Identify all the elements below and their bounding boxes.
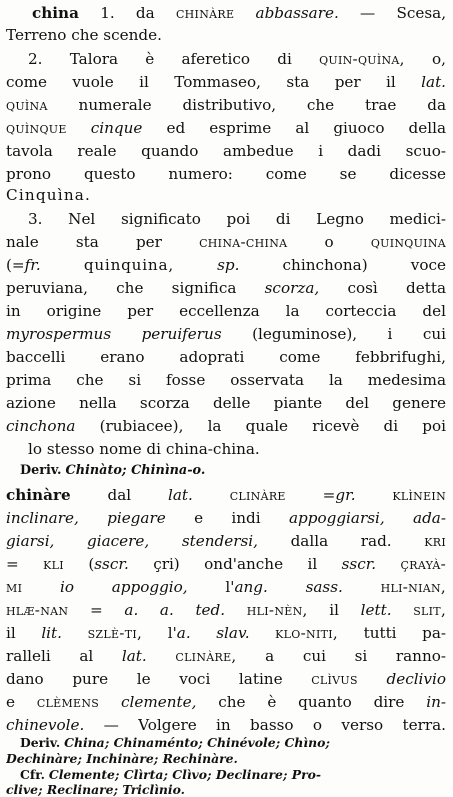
entry-chinare-derivatives-1: Deriv. China; Chinaménto; Chinévole; Chìno; (20, 735, 330, 750)
entry-chinare-line-11: chinevole. — Volgere in basso o verso terra. (6, 716, 446, 734)
entry-chinare-line-10: e clèmens clemente, che è quanto dire in- (6, 693, 446, 711)
entry-china-sense-3-line-1: 3. Nel significato poi di Legno medici- (28, 210, 446, 228)
entry-china-sense-3-line-4: peruviana, che significa scorza, così detta (6, 279, 446, 297)
entry-chinare-cfr-1: Cfr. Clemente; Clìrta; Clìvo; Declinare; Pro- (20, 767, 322, 782)
entry-china-sense-3-line-8: prima che si fosse osservata la medesima (6, 371, 446, 389)
entry-chinare-line-3: giarsi, giacere, stendersi, dalla rad. kri (6, 532, 446, 550)
entry-china-line-1: china 1. da chinàre abbassare. — Scesa, (32, 4, 446, 22)
entry-china-sense-3-line-11: lo stesso nome di china-china. (28, 440, 260, 458)
entry-chinare-line-9: dano pure le voci latine clìvus declivio (6, 670, 446, 688)
entry-china-sense-2-line-6: prono questo numero: come se dicesse (6, 165, 446, 183)
entry-chinare-line-1: chinàre dal lat. clinàre =gr. klìnein (6, 486, 446, 504)
entry-china-derivatives: Deriv. Chinàto; Chinìna-o. (20, 463, 206, 478)
entry-chinare-line-4: = kli (sscr. çri) ond'anche il sscr. çrayà- (6, 555, 446, 573)
entry-china-sense-2-line-1: 2. Talora è aferetico di quin-quìna, o, (28, 50, 446, 68)
entry-chinare-cfr-2: clive; Reclinare; Triclìnio. (6, 782, 185, 797)
entry-china-sense-3-line-7: baccelli erano adoprati come febbrifughi, (6, 348, 446, 366)
entry-china-sense-2-line-2: come vuole il Tommaseo, sta per il lat. (6, 73, 446, 91)
entry-china-sense-3-line-6: myrospermus peruiferus (leguminose), i cui (6, 325, 446, 343)
entry-china-sense-3-line-9: azione nella scorza delle piante del genere (6, 394, 446, 412)
entry-china-sense-2-line-3: quìna numerale distributivo, che trae da (6, 96, 446, 114)
entry-chinare-line-5: mi io appoggio, l'ang. sass. hli-nian, (6, 578, 446, 596)
entry-china-sense-3-line-5: in origine per eccellenza la corteccia del (6, 302, 446, 320)
entry-china-sense-2-line-4: quìnque cinque ed esprime al giuoco della (6, 119, 446, 137)
entry-chinare-line-6: hlæ-nan = a. a. ted. hli-nèn, il lett. slit, (6, 601, 446, 619)
headword-china: china (32, 4, 79, 22)
entry-china-sense-2-line-7: Cinquìna. (6, 186, 92, 204)
entry-chinare-line-8: ralleli al lat. clinàre, a cui si ranno- (6, 647, 446, 665)
entry-chinare-derivatives-2: Dechinàre; Inchinàre; Rechinàre. (6, 751, 238, 766)
entry-china-sense-3-line-10: cinchona (rubiacee), la quale ricevè di poi (6, 417, 446, 435)
entry-chinare-line-2: inclinare, piegare e indi appoggiarsi, ada- (6, 509, 446, 527)
entry-china-sense-3-line-2: nale sta per china-china o quinquina (6, 233, 446, 251)
headword-chinare: chinàre (6, 486, 71, 504)
entry-china-sense-3-line-3: (=fr. quinquina, sp. chinchona) voce (6, 256, 446, 274)
entry-china-line-2: Terreno che scende. (6, 26, 162, 44)
entry-chinare-line-7: il lit. szlè-ti, l'a. slav. klo-niti, tutti pa- (6, 624, 446, 642)
entry-china-sense-2-line-5: tavola reale quando ambedue i dadi scuo- (6, 142, 446, 160)
